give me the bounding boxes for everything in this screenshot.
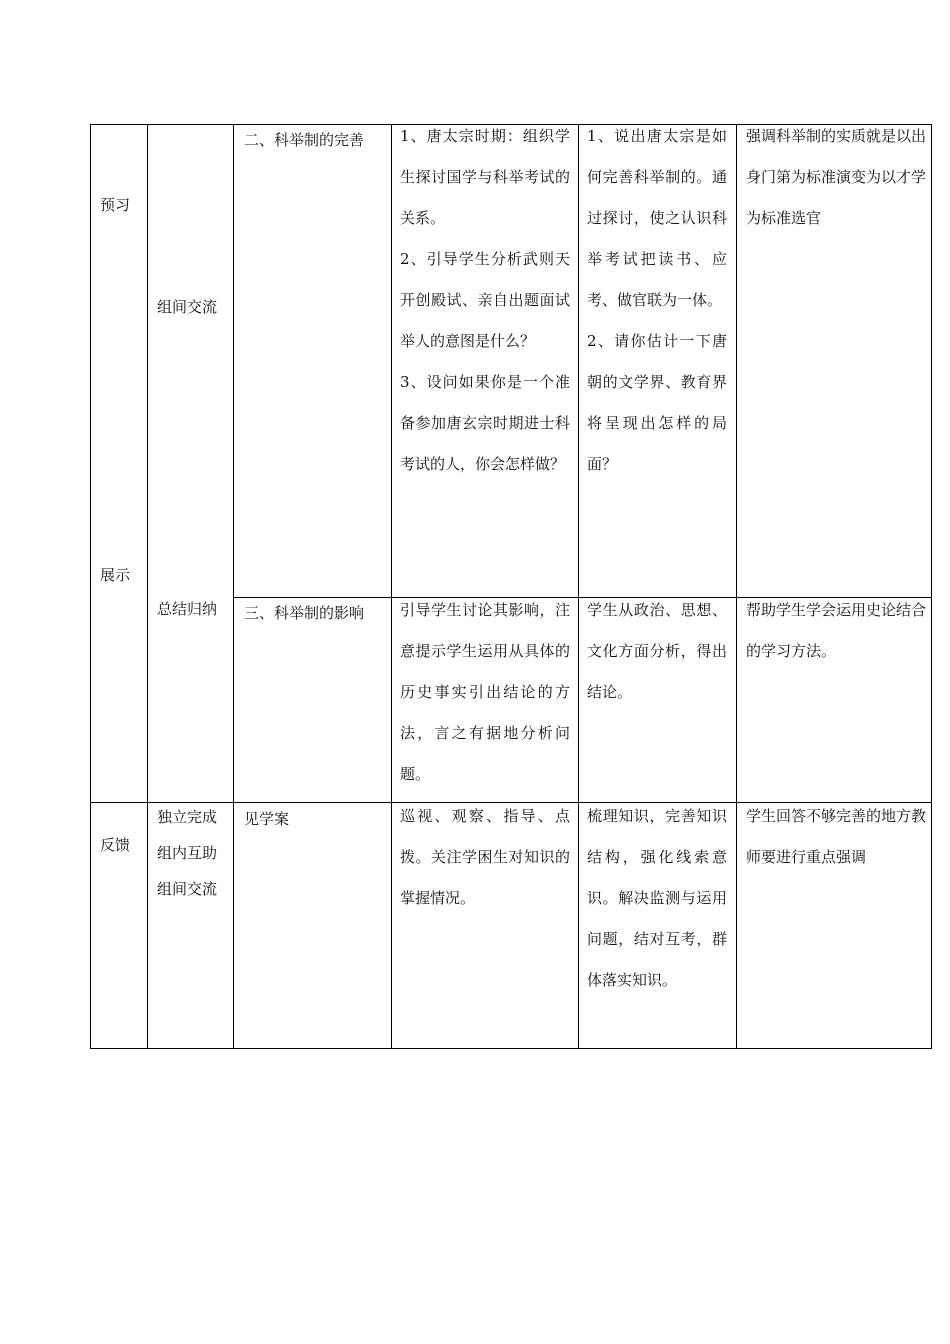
section3-teacher-activity: 引导学生讨论其影响，注意提示学生运用从具体的历史事实引出结论的方法，言之有据地分析问题。 — [400, 601, 570, 783]
section2-student-item: 2、请你估计一下唐朝的文学界、教育界将呈现出怎样的局面？ — [587, 332, 727, 473]
method-feedback-item: 组间交流 — [157, 880, 218, 898]
section2-teacher-item: 3、设问如果你是一个准备参加唐玄宗时期进士科考试的人，你会怎样做？ — [400, 373, 570, 473]
row-label-feedback: 反馈 — [100, 836, 131, 854]
feedback-content: 见学案 — [244, 810, 290, 828]
table-border-right — [931, 124, 932, 1049]
section3-student-activity: 学生从政治、思想、文化方面分析，得出结论。 — [587, 601, 727, 701]
table-divider-col4 — [578, 124, 579, 1049]
table-divider-col3 — [391, 124, 392, 1049]
section2-design-intent: 强调科举制的实质就是以出身门第为标准演变为以才学为标准选官 — [746, 127, 927, 227]
section2-teacher-activities — [400, 116, 570, 485]
section2-student-item: 1、说出唐太宗是如何完善科举制的。通过探讨，使之认识科举考试把读书、应考、做官联为一体。 — [587, 127, 727, 309]
section3-title: 三、科举制的影响 — [244, 604, 365, 622]
method-feedback-list — [157, 799, 233, 907]
method-group-exchange: 组间交流 — [157, 298, 218, 316]
row-label-preview: 预习 — [100, 196, 131, 214]
section2-teacher-item: 1、唐太宗时期：组织学生探讨国学与科举考试的关系。 — [400, 127, 570, 227]
method-feedback-item: 组内互助 — [157, 844, 218, 862]
section3-design-intent: 帮助学生学会运用史论结合的学习方法。 — [746, 601, 927, 660]
section2-teacher-item: 2、引导学生分析武则天开创殿试、亲自出题面试举人的意图是什么？ — [400, 250, 570, 350]
method-feedback-item: 独立完成 — [157, 808, 218, 826]
row-label-show: 展示 — [100, 566, 131, 584]
table-divider-col2 — [233, 124, 234, 1049]
table-divider-col5 — [736, 124, 737, 1049]
table-border-left — [90, 124, 91, 1049]
lesson-table — [90, 124, 932, 1049]
feedback-teacher-activity: 巡视、观察、指导、点拨。关注学困生对知识的掌握情况。 — [400, 807, 570, 907]
table-divider-col1 — [147, 124, 148, 1049]
section2-title: 二、科举制的完善 — [244, 131, 365, 149]
method-summary: 总结归纳 — [157, 600, 218, 618]
section2-student-activities — [587, 116, 727, 485]
table-border-bottom — [90, 1048, 932, 1049]
feedback-student-activity: 梳理知识，完善知识结构，强化线索意识。解决监测与运用问题，结对互考，群体落实知识。 — [587, 807, 727, 989]
feedback-design-intent: 学生回答不够完善的地方教师要进行重点强调 — [746, 807, 927, 866]
